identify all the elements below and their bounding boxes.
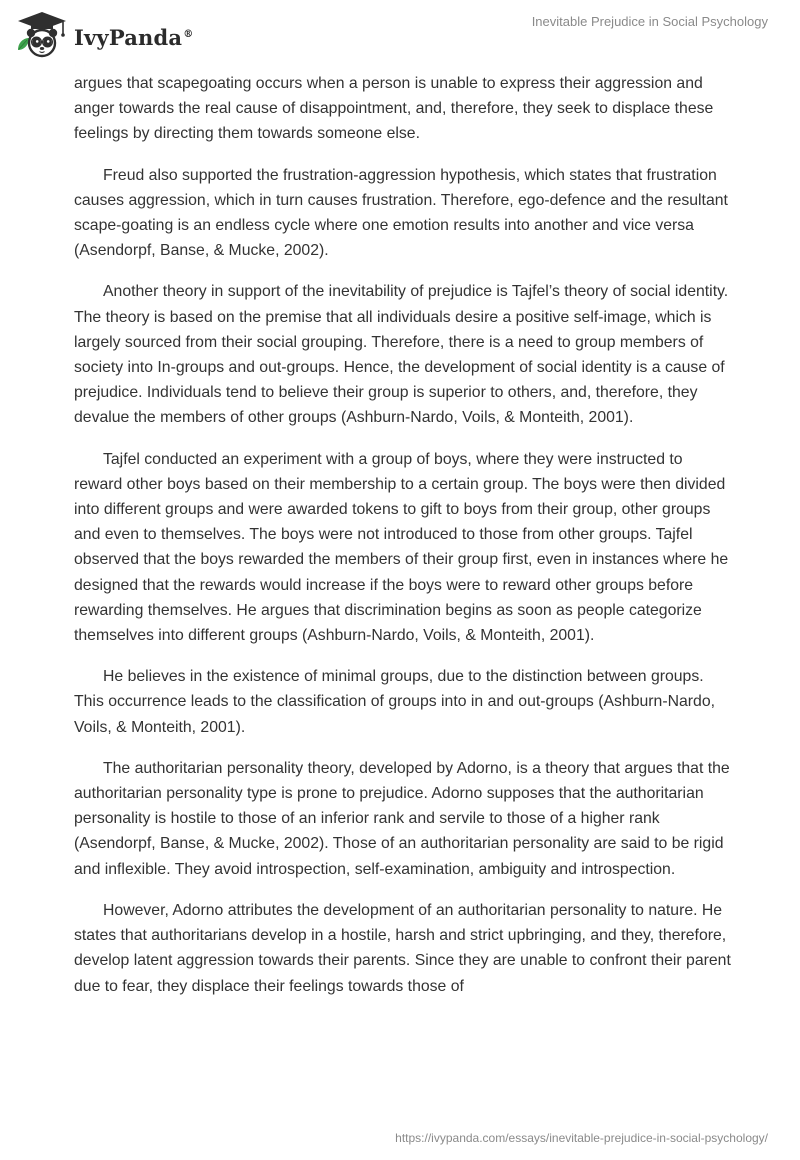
document-title: Inevitable Prejudice in Social Psychology — [531, 14, 768, 29]
paragraph-6: The authoritarian personality theory, developed by Adorno, is a theory that argues that the authoritarian personality type is prone to prejudice. Adorno supposes that the authoritarian personality is hostile to those of an inferior rank and servile to those of a higher rank (Asendorpf, Banse, & Mucke, 2002). Those of an authoritarian personality are said to be rigid and inflexible. They avoid introspection, self-examination, ambiguity and introspection. — [74, 759, 730, 878]
paragraph-1: argues that scapegoating occurs when a person is unable to express their aggression and anger towards the real cause of disappointment, and, therefore, they seek to displace these feelings by directing them towards someone else. — [74, 75, 714, 143]
paragraph-4: Tajfel conducted an experiment with a group of boys, where they were instructed to reward other boys based on their membership to a certain group. The boys were then divided into different groups and were awarded tokens to gift to boys from their group, other groups and even to themselves. The boys were not introduced to those from other groups. Tajfel observed that the boys rewarded the members of their group first, even in instances where he designed that the rewards would increase if the boys were to reward other groups before rewarding themselves. He argues that discrimination begins as soon as people categorize themselves into different groups (Ashburn-Nardo, Voils, & Monteith, 2001). — [74, 450, 729, 645]
brand-name-text: IvyPanda — [74, 24, 183, 50]
paragraph-2: Freud also supported the frustration-aggression hypothesis, which states that frustration causes aggression, which in turn causes frustration. Therefore, ego-defence and the resultant scape-goating is an endless cycle where one emotion results into another and vice versa (Asendorpf, Banse, & Mucke, 2002). — [74, 166, 728, 260]
page-header — [0, 0, 800, 70]
panda-graduate-logo-icon — [14, 10, 70, 58]
source-url-link[interactable]: https://ivypanda.com/essays/inevitable-prejudice-in-social-psychology/ — [395, 1131, 768, 1145]
brand-logo[interactable] — [14, 10, 193, 58]
paragraph-3: Another theory in support of the inevitability of prejudice is Tajfel’s theory of social identity. The theory is based on the premise that all individuals desire a positive self-image, which is largely sourced from their social grouping. Therefore, there is a need to group members of society into In-groups and out-groups. Hence, the development of social identity is a cause of prejudice. Individuals tend to believe their group is superior to others, and, therefore, they devalue the members of other groups (Ashburn-Nardo, Voils, & Monteith, 2001). — [74, 283, 729, 427]
paragraph-5: He believes in the existence of minimal groups, due to the distinction between groups. This occurrence leads to the classification of groups into in and out-groups (Ashburn-Nardo, Voils, & Monteith, 2001). — [74, 668, 715, 736]
registered-mark: ® — [183, 28, 194, 40]
paragraph-7: However, Adorno attributes the development of an authoritarian personality to nature. He states that authoritarians develop in a hostile, harsh and strict upbringing, and they, therefore, develop latent aggression towards their parents. Since they are unable to confront their parent due to fear, they displace their feelings towards those of — [74, 901, 731, 995]
essay-body — [74, 71, 734, 1015]
brand-name — [74, 25, 193, 50]
